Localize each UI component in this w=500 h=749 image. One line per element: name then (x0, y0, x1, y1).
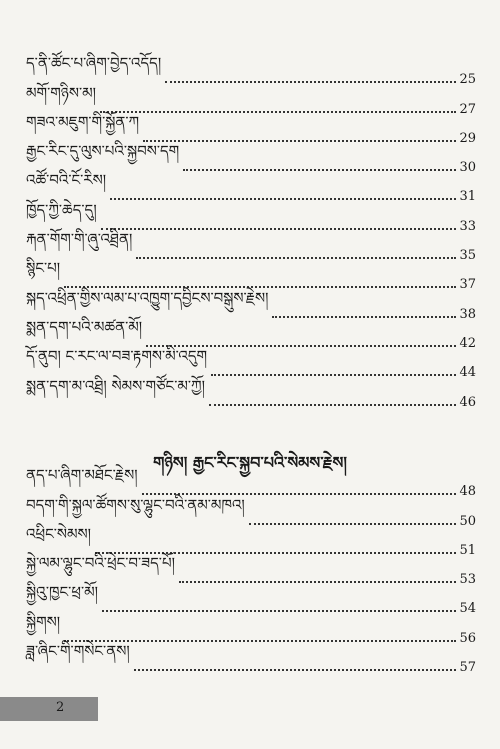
toc-entry[interactable] (26, 230, 476, 265)
toc-entry[interactable] (26, 495, 476, 530)
toc-entry-title: ད་ནི་ཚོང་པ་ཞིག་བྱེད་འདོད། (26, 54, 162, 73)
toc-entry-title: སྐྱིགས། (26, 612, 61, 631)
toc-entry-title: ནད་པ་ཞིག་མཐོང་རྗེས། (26, 466, 138, 485)
dot-leader (183, 169, 456, 171)
toc-entry-page: 44 (459, 365, 476, 381)
toc-entry-title: སྨན་དག་པའི་མཚན་མོ། (26, 317, 143, 336)
toc-entry-page: 31 (459, 189, 476, 205)
dot-leader (110, 198, 456, 200)
dot-leader (100, 111, 456, 113)
toc-entry-page: 42 (459, 335, 476, 351)
toc-entry-page: 33 (459, 218, 476, 234)
dot-leader (143, 140, 456, 142)
toc-section-1 (26, 54, 476, 412)
toc-entry-page: 37 (459, 277, 476, 293)
toc-entry-page: 50 (459, 513, 476, 529)
toc-entry-title: ཟླ་ཞིང་གི་གསེང་ནས། (26, 642, 130, 661)
toc-entry-title: བདག་གི་སྐྱལ་ཚོགས་སུ་ལྷུང་བའི་ནམ་མཁའ། (26, 495, 245, 514)
toc-entry-title: སྐྱེ་ལམ་ལྷུང་བའི་ཕྲེང་བ་ཟད་པོ། (26, 554, 175, 573)
dot-leader (249, 523, 456, 525)
toc-entry-page: 46 (459, 394, 476, 410)
toc-entry-page: 53 (459, 572, 476, 588)
toc-entry-page: 57 (459, 660, 476, 676)
toc-entry-title: ཁྱོད་ཀྱི་ཆེད་དུ། (26, 200, 97, 219)
dot-leader (179, 581, 456, 583)
toc-entry-title: གཟའ་མཇུག་གི་སྐྱོན་ཀ (26, 112, 140, 131)
footer-page-bar (0, 697, 98, 721)
dot-leader (102, 610, 456, 612)
toc-entry-page: 56 (459, 630, 476, 646)
toc-entry[interactable] (26, 642, 476, 677)
toc-entry-page: 27 (459, 101, 476, 117)
toc-entry-title: འཚོ་བའི་ངོ་རིས། (26, 171, 107, 190)
dot-leader (209, 404, 456, 406)
toc-entry-title: སྐྱིའུ་ཁྱང་ཕྲ་མོ། (26, 583, 98, 602)
section-heading: གཉིས། རྒྱང་རིང་སྐྱབ་པའི་སེམས་རྗེས། (153, 453, 347, 472)
dot-leader (165, 81, 456, 83)
toc-section-2 (26, 466, 476, 677)
toc-entry-title: མགོ་གཉིས་མ། (26, 83, 96, 102)
toc-entry-title: དོ་ནུབ། ང་རང་ལ་བཟ་རྟགས་མི་འདུག (26, 347, 208, 366)
toc-entry-page: 29 (459, 130, 476, 146)
toc-entry-page: 38 (459, 306, 476, 322)
toc-entry-title: སྙིང་པ། (26, 259, 61, 278)
dot-leader (101, 228, 456, 230)
dot-leader (211, 374, 456, 376)
dot-leader (134, 669, 456, 671)
toc-entry-title: སྐད་འཕྲིན་གྱིས་ལམ་པ་འཁྱུག་དབྱིངས་བསྒུས་རྗེས། (26, 288, 269, 307)
toc-entry-title: སྨན་དག་མ་འཐྲི། སེམས་གཙོང་མ་ཀྱོ། (26, 376, 205, 395)
toc-entry-page: 25 (459, 72, 476, 88)
toc-entry-page: 51 (459, 542, 476, 558)
toc-entry-title: རྐན་གོག་གི་ཞུ་འཐྲིན། (26, 230, 133, 249)
toc-entry[interactable] (26, 376, 476, 411)
toc-entry[interactable] (26, 583, 476, 618)
toc-entry-page: 35 (459, 248, 476, 264)
toc-entry-title: འཕྲིང་སེམས། (26, 524, 91, 543)
toc-entry-page: 54 (459, 601, 476, 617)
dot-leader (272, 316, 456, 318)
toc-entry-page: 30 (459, 160, 476, 176)
page-number: 2 (56, 700, 65, 715)
dot-leader (136, 257, 456, 259)
toc-entry-title: རྒྱང་རིང་དུ་ལུས་པའི་སྐྱབས་དག (26, 142, 180, 161)
toc-entry-page: 48 (459, 484, 476, 500)
